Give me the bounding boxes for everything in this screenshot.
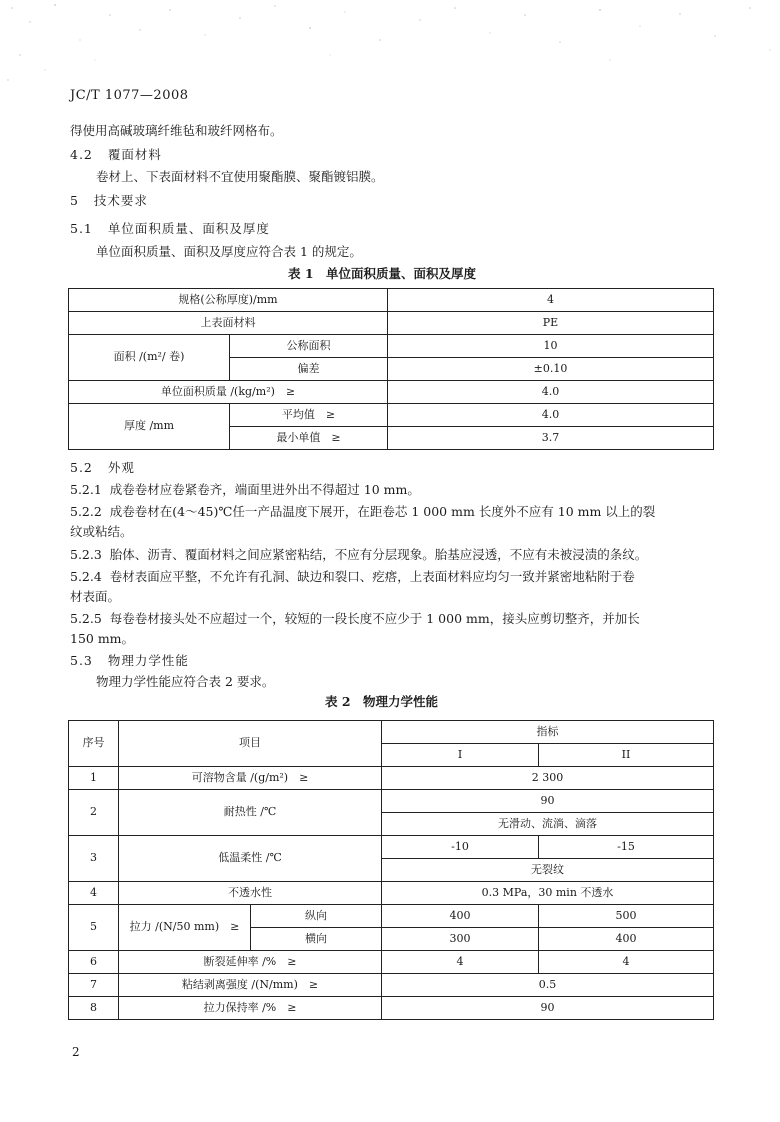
table-cell: 耐热性 /℃ [119,790,382,836]
clause-number: 5.2.3 [70,547,102,562]
table-cell: PE [388,312,714,335]
table-cell: 断裂延伸率 /% ≥ [119,951,382,974]
table-cell: 300 [382,928,539,951]
table-cell: 粘结剥离强度 /(N/mm) ≥ [119,974,382,997]
table-cell: 1 [69,767,119,790]
section-title: 外观 [107,460,135,475]
table-cell: 可溶物含量 /(g/m²) ≥ [119,767,382,790]
table-row [69,381,714,404]
table-cell: 3.7 [388,427,714,450]
table-header-cell: 项目 [119,721,382,767]
table-row [69,997,714,1020]
table-cell: 公称面积 [230,335,388,358]
table-cell: 面积 /(m²/ 卷) [69,335,230,381]
table1-caption: 表 1 单位面积质量、面积及厚度 [288,266,477,281]
table-cell: 0.3 MPa，30 min 不透水 [382,882,714,905]
section-5-1 [70,219,270,237]
table-cell: 90 [382,790,714,813]
table-cell: ±0.10 [388,358,714,381]
table-cell: 无裂纹 [382,859,714,882]
table-cell: 6 [69,951,119,974]
table-cell: 单位面积质量 /(kg/m²) ≥ [69,381,388,404]
table-cell: 偏差 [230,358,388,381]
table-cell: 500 [539,905,714,928]
table-cell: 4 [539,951,714,974]
table2 [68,720,714,1020]
section-4-2 [70,145,162,163]
clause-number: 5.2.4 [70,569,102,584]
section-number: 5 [70,193,79,208]
clause-text: 卷材表面应平整，不允许有孔洞、缺边和裂口、疙瘩，上表面材料应均匀一致并紧密地粘附于卷 [109,569,635,584]
clause-number: 5.2.5 [70,611,102,626]
table-row [69,974,714,997]
table-cell: 0.5 [382,974,714,997]
clause-text: 成卷卷材应卷紧卷齐，端面里进外出不得超过 10 mm。 [109,482,420,497]
table-cell: 厚度 /mm [69,404,230,450]
table-cell: 低温柔性 /℃ [119,836,382,882]
clause-5-2-3 [70,545,647,563]
table-cell: 最小单值 ≥ [230,427,388,450]
table-cell: 2 300 [382,767,714,790]
section-number: 5.2 [70,460,93,475]
section-number: 4.2 [70,147,93,162]
section-number: 5.3 [70,653,93,668]
table-cell: 上表面材料 [69,312,388,335]
table-row [69,404,714,427]
section-5 [70,191,148,209]
clause-5-2-4 [70,567,635,585]
clause-5-2-2 [70,502,655,520]
table-row [69,312,714,335]
table-row [69,790,714,813]
para-table2-ref: 物理力学性能应符合表 2 要求。 [96,674,275,689]
table-cell: 4 [69,882,119,905]
table-cell: 2 [69,790,119,836]
para-fiber-line: 得使用高碱玻璃纤维毡和玻纤网格布。 [70,123,283,138]
table-cell: 5 [69,905,119,951]
table-cell: 横向 [251,928,382,951]
table-cell: 3 [69,836,119,882]
table-row [69,721,714,744]
table-cell: 4 [382,951,539,974]
clause-number: 5.2.2 [70,504,102,519]
table-cell: 7 [69,974,119,997]
table-row [69,951,714,974]
clause-5-2-4-cont: 材表面。 [70,589,121,604]
table-header-cell: 序号 [69,721,119,767]
doc-code: JC/T 1077—2008 [70,88,189,103]
table-cell: 4 [388,289,714,312]
table-row [69,905,714,928]
table-row [69,335,714,358]
table-cell: 400 [382,905,539,928]
clause-number: 5.2.1 [70,482,102,497]
table-cell: 8 [69,997,119,1020]
table-cell: -10 [382,836,539,859]
table1 [68,288,714,450]
table-header-cell: 指标 [382,721,714,744]
section-title: 物理力学性能 [107,653,189,668]
table-cell: 无滑动、流淌、滴落 [382,813,714,836]
clause-5-2-5-cont: 150 mm。 [70,631,135,646]
table-header-cell: I [382,744,539,767]
para-surface-materials: 卷材上、下表面材料不宜使用聚酯膜、聚酯镀铝膜。 [96,169,384,184]
clause-5-2-2-cont: 纹或粘结。 [70,524,133,539]
table-row [69,767,714,790]
table-cell: 拉力 /(N/50 mm) ≥ [119,905,251,951]
table-cell: 拉力保持率 /% ≥ [119,997,382,1020]
section-5-2 [70,458,135,476]
clause-text: 胎体、沥青、覆面材料之间应紧密粘结，不应有分层现象。胎基应浸透，不应有未被浸渍的条纹。 [109,547,648,562]
table-cell: 纵向 [251,905,382,928]
table-cell: 10 [388,335,714,358]
table-cell: 4.0 [388,404,714,427]
table2-caption: 表 2 物理力学性能 [325,694,439,709]
table-cell: 4.0 [388,381,714,404]
table-cell: 不透水性 [119,882,382,905]
table-cell: 90 [382,997,714,1020]
clause-5-2-5 [70,609,640,627]
page-number: 2 [72,1045,80,1059]
table-row [69,289,714,312]
clause-text: 每卷卷材接头处不应超过一个，较短的一段长度不应少于 1 000 mm，接头应剪切整齐，并加长 [109,611,640,626]
table-cell: 平均值 ≥ [230,404,388,427]
table-row [69,882,714,905]
section-title: 单位面积质量、面积及厚度 [107,221,270,236]
table-cell: 400 [539,928,714,951]
clause-5-2-1 [70,480,420,498]
section-title: 技术要求 [93,193,148,208]
clause-text: 成卷卷材在(4～45)℃任一产品温度下展开，在距卷芯 1 000 mm 长度外不应有 10 mm 以上的裂 [109,504,656,519]
para-table1-ref: 单位面积质量、面积及厚度应符合表 1 的规定。 [96,244,362,259]
table-row [69,836,714,859]
scan-noise [0,0,780,90]
table-cell: -15 [539,836,714,859]
section-5-3 [70,651,189,669]
table-header-cell: II [539,744,714,767]
section-title: 覆面材料 [107,147,162,162]
table-cell: 规格(公称厚度)/mm [69,289,388,312]
section-number: 5.1 [70,221,93,236]
